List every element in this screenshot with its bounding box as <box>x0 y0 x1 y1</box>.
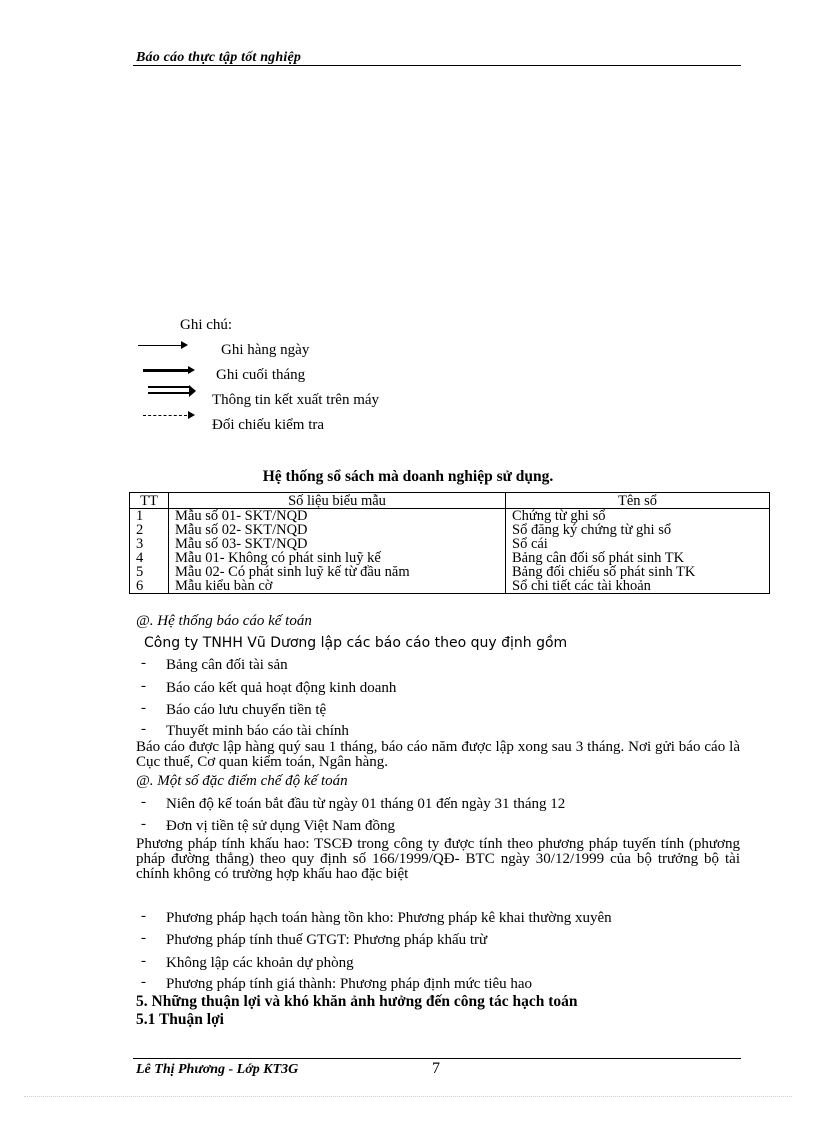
legend-title: Ghi chú: <box>180 317 233 333</box>
report-item: Báo cáo kết quả hoạt động kinh doanh <box>166 680 397 696</box>
double-arrow-lower-line <box>148 392 190 394</box>
bullet-dash-icon: - <box>141 816 146 832</box>
page-number: 7 <box>432 1060 440 1077</box>
col-header-tt: TT <box>130 493 169 509</box>
cell-book: Chứng từ ghi sổ <box>506 509 770 524</box>
dashed-arrow-head-icon <box>188 411 195 419</box>
footer-rule <box>133 1058 741 1059</box>
legend-label: Thông tin kết xuất trên máy <box>212 392 380 408</box>
legend-label: Đối chiếu kiểm tra <box>212 417 325 433</box>
double-arrow-icon <box>148 386 190 388</box>
section-5-heading: 5. Những thuận lợi và khó khăn ảnh hưởng đến công tác hạch toán <box>136 993 578 1010</box>
bullet-dash-icon: - <box>141 721 146 737</box>
feature-item: Đơn vị tiền tệ sử dụng Việt Nam đồng <box>166 818 396 834</box>
cell-form: Mẫu số 01- SKT/NQD <box>169 509 506 524</box>
bullet-dash-icon: - <box>141 678 146 694</box>
table-row <box>130 523 770 537</box>
dashed-arrow-icon <box>143 415 187 416</box>
report-note-paragraph: Báo cáo được lập hàng quý sau 1 tháng, báo cáo năm được lập xong sau 3 tháng. Nơi gửi báo cáo là Cục thuế, Cơ quan kiểm toán, Ngân hàng. <box>136 739 740 770</box>
thin-arrow-head-icon <box>181 341 188 349</box>
feature-item: Niên độ kế toán bắt đầu từ ngày 01 tháng 01 đến ngày 31 tháng 12 <box>166 796 566 812</box>
table-title: Hệ thống sổ sách mà doanh nghiệp sử dụng. <box>262 468 554 485</box>
cell-tt: 5 <box>130 565 169 579</box>
feature-item: Phương pháp tính giá thành: Phương pháp định mức tiêu hao <box>166 976 533 992</box>
double-arrow-head-icon <box>189 385 196 397</box>
table-row <box>130 509 770 524</box>
cell-tt: 4 <box>130 551 169 565</box>
bullet-dash-icon: - <box>141 930 146 946</box>
report-item: Báo cáo lưu chuyển tiền tệ <box>166 702 327 718</box>
cell-book: Bảng cân đối số phát sinh TK <box>506 551 770 565</box>
cell-book: Bảng đối chiếu số phát sinh TK <box>506 565 770 579</box>
section-5-1-heading: 5.1 Thuận lợi <box>136 1011 224 1028</box>
depreciation-paragraph: Phương pháp tính khấu hao: TSCĐ trong công ty được tính theo phương pháp tuyến tính (phương pháp đường thẳng) theo quy định số 166/1999/QĐ- BTC ngày 30/12/1999 của bộ trưởng bộ tài chính không có trường hợp khấu hao đặc biệt <box>136 836 740 882</box>
page-header: Báo cáo thực tập tốt nghiệp <box>136 50 302 65</box>
cell-form: Mẫu số 03- SKT/NQD <box>169 537 506 551</box>
cell-form: Mẫu số 02- SKT/NQD <box>169 523 506 537</box>
cell-form: Mẫu 02- Có phát sinh luỹ kế từ đầu năm <box>169 565 506 579</box>
bullet-dash-icon: - <box>141 953 146 969</box>
table-row <box>130 579 770 594</box>
thick-arrow-icon <box>143 369 189 372</box>
cell-tt: 1 <box>130 509 169 524</box>
cell-tt: 6 <box>130 579 169 594</box>
feature-item: Phương pháp tính thuế GTGT: Phương pháp khấu trừ <box>166 932 488 948</box>
cell-tt: 3 <box>130 537 169 551</box>
bullet-dash-icon: - <box>141 700 146 716</box>
cell-book: Sổ chi tiết các tài khoản <box>506 579 770 594</box>
report-system-intro: Công ty TNHH Vũ Dương lập các báo cáo theo quy định gồm <box>144 635 568 651</box>
bullet-dash-icon: - <box>141 655 146 671</box>
thin-arrow-icon <box>138 345 182 346</box>
accounting-features-heading: @. Một số đặc điểm chế độ kế toán <box>136 773 348 789</box>
legend-label: Ghi cuối tháng <box>216 367 306 383</box>
bullet-dash-icon: - <box>141 794 146 810</box>
report-system-heading: @. Hệ thống báo cáo kế toán <box>136 613 312 629</box>
cell-book: Sổ đăng ký chứng từ ghi sổ <box>506 523 770 537</box>
header-rule <box>133 65 741 66</box>
footer-author: Lê Thị Phương - Lớp KT3G <box>136 1062 299 1077</box>
cell-book: Sổ cái <box>506 537 770 551</box>
table-row <box>130 551 770 565</box>
cell-form: Mẫu kiểu bàn cờ <box>169 579 506 594</box>
table-row <box>130 537 770 551</box>
report-item: Bảng cân đối tài sản <box>166 657 288 673</box>
thick-arrow-head-icon <box>188 366 195 374</box>
col-header-form: Số liệu biểu mẫu <box>169 493 506 509</box>
table-row <box>130 565 770 579</box>
page-bottom-divider <box>24 1096 792 1097</box>
table-header-row <box>130 493 770 509</box>
bullet-dash-icon: - <box>141 908 146 924</box>
cell-tt: 2 <box>130 523 169 537</box>
report-item: Thuyết minh báo cáo tài chính <box>166 723 349 739</box>
cell-form: Mẫu 01- Không có phát sinh luỹ kế <box>169 551 506 565</box>
col-header-book: Tên sổ <box>506 493 770 509</box>
books-table <box>129 492 770 594</box>
feature-item: Phương pháp hạch toán hàng tồn kho: Phương pháp kê khai thường xuyên <box>166 910 612 926</box>
feature-item: Không lập các khoản dự phòng <box>166 955 354 971</box>
legend-label: Ghi hàng ngày <box>221 342 310 358</box>
bullet-dash-icon: - <box>141 974 146 990</box>
